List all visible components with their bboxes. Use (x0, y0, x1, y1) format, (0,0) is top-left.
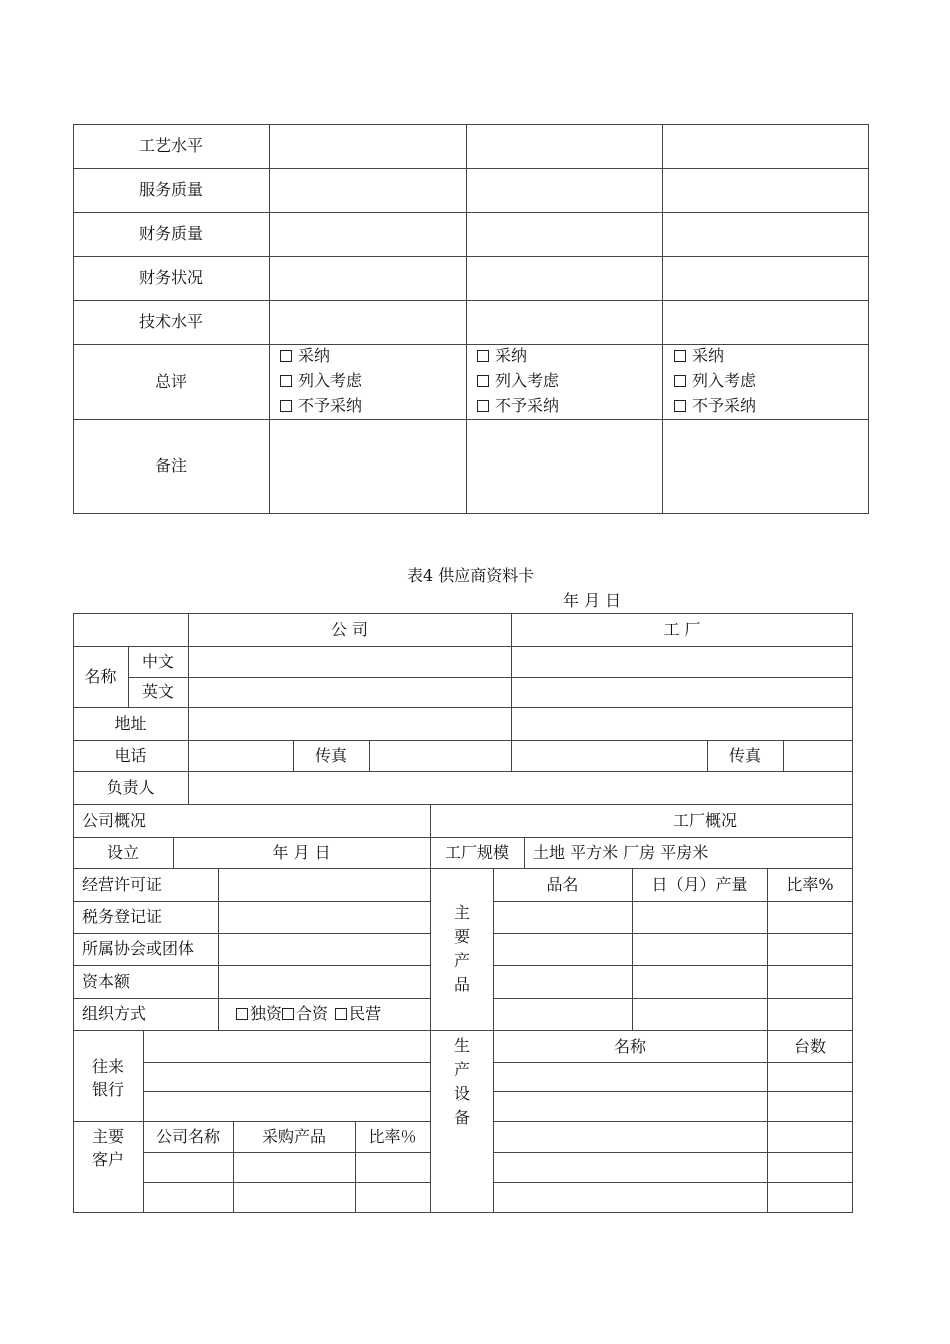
established-date: 年 月 日 (272, 843, 331, 862)
customer-ratio-header: 比率％ (368, 1127, 417, 1146)
checkbox-icon[interactable] (674, 400, 686, 412)
company-overview-label: 公司概况 (82, 811, 147, 830)
capital-label: 资本额 (82, 972, 131, 991)
private-option[interactable]: 民营 (335, 1004, 381, 1023)
checkbox-icon[interactable] (674, 375, 686, 387)
fax-label: 传真 (314, 746, 347, 765)
joint-option[interactable]: 合资 (282, 1004, 328, 1023)
output-header: 日（月）产量 (651, 875, 748, 894)
equipment-label: 生 产 设 备 (453, 1036, 470, 1127)
ratio-header: 比率% (786, 875, 834, 894)
date-line: 年 月 日 (563, 591, 622, 610)
option-adopt[interactable]: 采纳 (674, 346, 724, 366)
factory-scale-label: 工厂规模 (444, 843, 509, 862)
customer-product-header: 采购产品 (261, 1127, 326, 1146)
checkbox-icon[interactable] (280, 350, 292, 362)
checkbox-icon[interactable] (335, 1008, 347, 1020)
equipment-name-header: 名称 (613, 1037, 646, 1056)
header-company: 公 司 (330, 620, 369, 639)
option-reject[interactable]: 不予采纳 (477, 396, 559, 416)
tax-registration-label: 税务登记证 (82, 907, 163, 926)
address-label: 地址 (114, 714, 147, 733)
checkbox-icon[interactable] (282, 1008, 294, 1020)
customers-label: 主要 客户 (91, 1127, 124, 1169)
english-label: 英文 (141, 682, 174, 701)
option-consider[interactable]: 列入考虑 (674, 371, 756, 391)
established-label: 设立 (106, 843, 139, 862)
row-label-finance-quality: 财务质量 (138, 224, 203, 243)
name-label: 名称 (84, 667, 117, 686)
checkbox-icon[interactable] (674, 350, 686, 362)
factory-scale-value: 土地 平方米 厂房 平房米 (533, 843, 709, 862)
option-reject[interactable]: 不予采纳 (280, 396, 362, 416)
phone-label: 电话 (114, 746, 147, 765)
chinese-label: 中文 (141, 652, 174, 671)
manager-label: 负责人 (106, 778, 155, 797)
table-caption: 表4 供应商资料卡 (407, 566, 535, 585)
option-consider[interactable]: 列入考虑 (280, 371, 362, 391)
checkbox-icon[interactable] (236, 1008, 248, 1020)
association-label: 所属协会或团体 (82, 939, 195, 958)
organization-label: 组织方式 (82, 1004, 147, 1023)
checkbox-icon[interactable] (280, 400, 292, 412)
equipment-count-header: 台数 (793, 1037, 826, 1056)
checkbox-icon[interactable] (477, 400, 489, 412)
fax-label: 传真 (728, 746, 761, 765)
option-reject[interactable]: 不予采纳 (674, 396, 756, 416)
option-consider[interactable]: 列入考虑 (477, 371, 559, 391)
banks-label: 往来 银行 (91, 1057, 124, 1099)
row-label-remarks: 备注 (154, 456, 187, 475)
main-products-label: 主 要 产 品 (453, 903, 470, 994)
organization-options (236, 1004, 381, 1024)
checkbox-icon[interactable] (280, 375, 292, 387)
row-label-summary: 总评 (154, 372, 187, 391)
factory-overview-label: 工厂概况 (673, 811, 738, 830)
option-adopt[interactable]: 采纳 (477, 346, 527, 366)
row-label-finance-status: 财务状况 (138, 268, 203, 287)
sole-option[interactable]: 独资 (236, 1004, 282, 1023)
row-label-service: 服务质量 (138, 180, 203, 199)
row-label-craft: 工艺水平 (138, 136, 203, 155)
checkbox-icon[interactable] (477, 350, 489, 362)
header-factory: 工 厂 (663, 620, 701, 639)
customer-company-header: 公司名称 (155, 1127, 220, 1146)
license-label: 经营许可证 (82, 875, 163, 894)
option-adopt[interactable]: 采纳 (280, 346, 330, 366)
row-label-tech: 技术水平 (138, 312, 203, 331)
checkbox-icon[interactable] (477, 375, 489, 387)
product-name-header: 品名 (546, 875, 579, 894)
